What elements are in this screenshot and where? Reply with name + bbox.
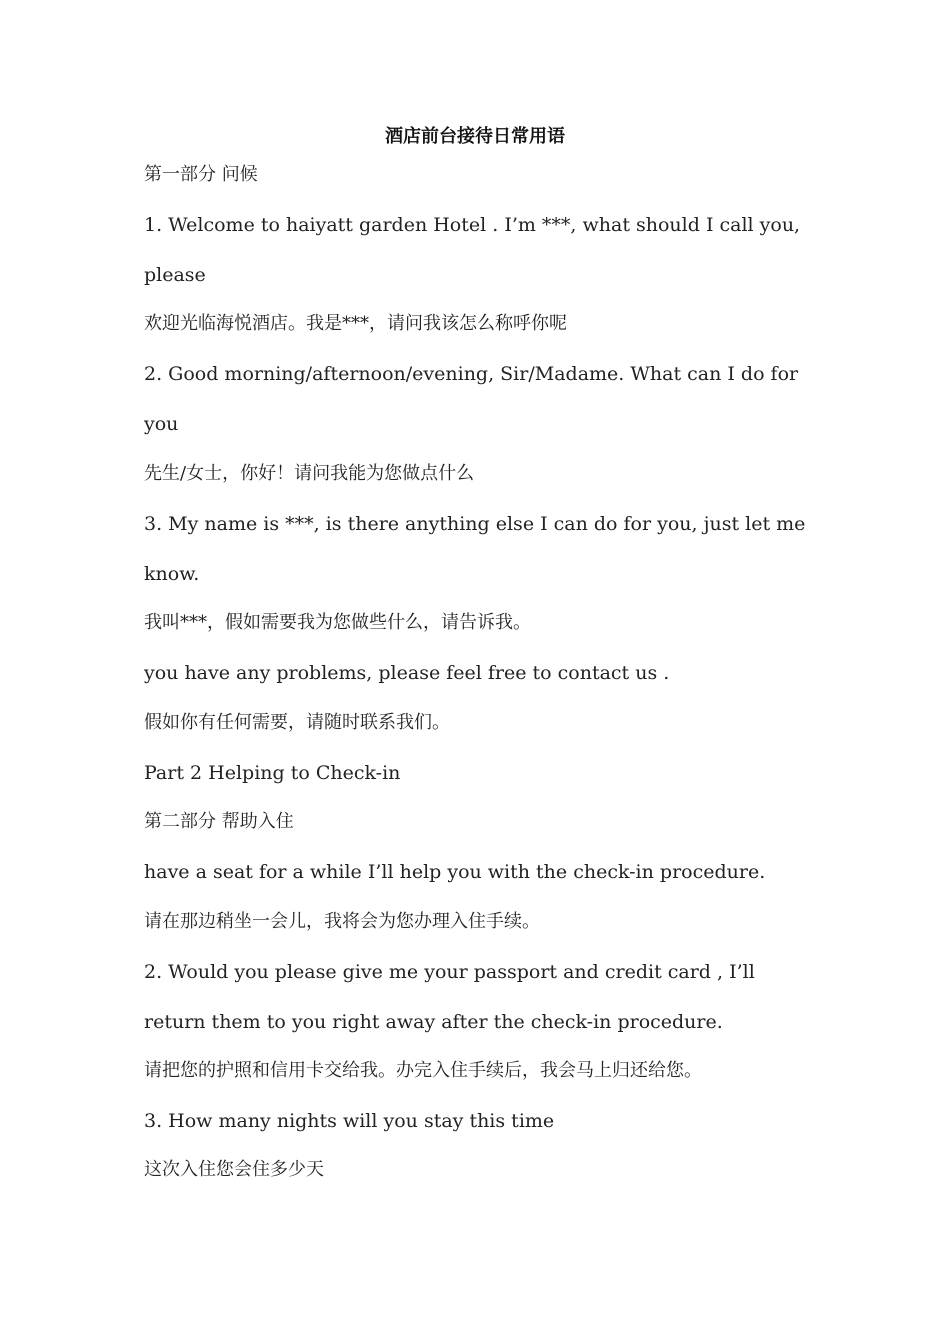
section-heading-greeting: 第一部分 问候: [144, 164, 258, 185]
text-line: 1. Welcome to haiyatt garden Hotel . I’m ***, what should I call you,: [144, 214, 801, 236]
text-line: 这次入住您会住多少天: [144, 1159, 324, 1180]
text-line: 请把您的护照和信用卡交给我。办完入住手续后，我会马上归还给您。: [144, 1060, 702, 1081]
text-line: 先生/女士，你好！请问我能为您做点什么: [144, 463, 475, 484]
text-line: 2. Would you please give me your passport and credit card , I’ll: [144, 961, 755, 983]
text-line: 3. How many nights will you stay this time: [144, 1110, 555, 1132]
text-line: 欢迎光临海悦酒店。我是***，请问我该怎么称呼你呢: [144, 313, 567, 334]
text-line: know.: [144, 563, 200, 585]
text-line: 我叫***，假如需要我为您做些什么，请告诉我。: [144, 612, 531, 633]
section-heading-part2: Part 2 Helping to Check-in: [144, 762, 401, 784]
text-line: you: [144, 413, 179, 435]
text-line: 假如你有任何需要，请随时联系我们。: [144, 712, 450, 733]
section-heading-checkin: 第二部分 帮助入住: [144, 811, 294, 832]
text-line: 3. My name is ***, is there anything else I can do for you, just let me: [144, 513, 806, 535]
text-line: 请在那边稍坐一会儿，我将会为您办理入住手续。: [144, 911, 540, 932]
text-line: return them to you right away after the check-in procedure.: [144, 1011, 723, 1033]
text-line: you have any problems, please feel free to contact us .: [144, 662, 670, 684]
text-line: 2. Good morning/afternoon/evening, Sir/Madame. What can I do for: [144, 363, 799, 385]
text-line: please: [144, 264, 206, 286]
text-line: have a seat for a while I’ll help you with the check-in procedure.: [144, 861, 766, 883]
document-title: 酒店前台接待日常用语: [385, 126, 565, 147]
